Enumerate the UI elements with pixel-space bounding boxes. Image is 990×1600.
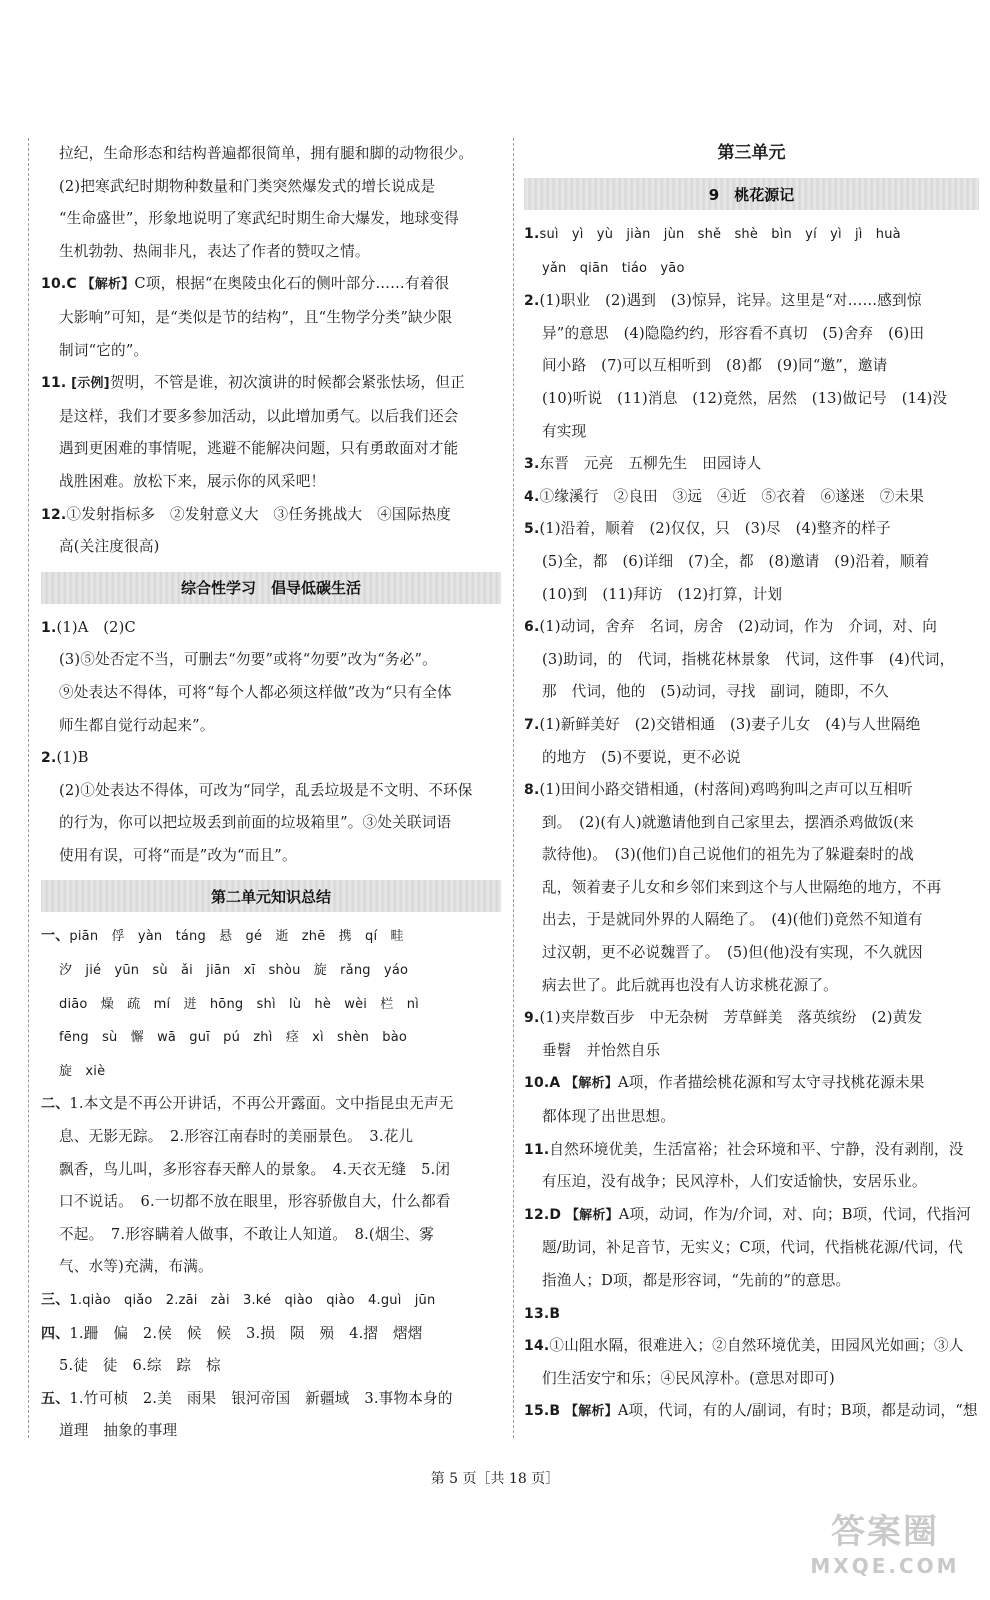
answer-text: 高(关注度很高) xyxy=(59,538,160,556)
question-number: 1. xyxy=(524,226,540,242)
answer-line xyxy=(41,531,501,564)
answer-text: 到。 (2)(有人)就邀请他到自己家里去，摆酒杀鸡做饭(来 xyxy=(542,813,914,831)
pinyin-text: 旋 xiè xyxy=(59,1063,106,1079)
watermark-logo xyxy=(800,1510,970,1590)
analysis-tag: 【解析】 xyxy=(560,1404,618,1420)
answer-line xyxy=(524,937,979,970)
answer-text: “生命盛世”，形象地说明了寒武纪时期生命大爆发，地球变得 xyxy=(59,210,459,228)
answer-text: (1)新鲜美好 (2)交错相通 (3)妻子儿女 (4)与人世隔绝 xyxy=(539,715,921,733)
answer-text: 是这样，我们才要多参加活动，以此增加勇气。以后我们还会 xyxy=(59,407,459,425)
answer-line xyxy=(524,807,979,840)
question-number: 2. xyxy=(41,750,57,767)
answer-text: 贺明，不管是谁，初次演讲的时候都会紧张怯场，但正 xyxy=(109,374,465,392)
answer-line xyxy=(41,1219,501,1252)
page-footer: 第 5 页［共 18 页］ xyxy=(430,1471,560,1487)
answer-text: (2)①处表达不得体，可改为“同学，乱丢垃圾是不文明、不环保 xyxy=(59,781,473,799)
answer-text: (3)助词，的 代词，指桃花林景象 代词，这件事 (4)代词， xyxy=(542,650,955,668)
answer-line xyxy=(524,1035,979,1068)
question-number: 15.B xyxy=(524,1403,561,1420)
answer-text: 大影响”可知，是“类似是节的结构”，且“生物学分类”缺少限 xyxy=(59,308,453,326)
answer-line xyxy=(41,203,501,236)
pinyin-text: 1.qiào qiǎo 2.zāi zài 3.ké qiào qiào 4.guì jūn xyxy=(69,1293,436,1308)
question-number: 四、 xyxy=(41,1325,70,1342)
answer-text: (1)B xyxy=(56,749,89,767)
pinyin-text: 汐 jié yūn sù ǎi jiān xī shòu 旋 rǎng yáo xyxy=(59,963,409,979)
answer-text: 题/助词，补足音节，无实义；C项，代词，代指桃花源/代词，代 xyxy=(542,1239,964,1257)
answer-text: 乱，领着妻子儿女和乡邻们来到这个与人世隔绝的地方，不再 xyxy=(542,878,942,896)
answer-text: 师生都自觉行动起来”。 xyxy=(59,716,215,734)
answer-line xyxy=(524,579,979,612)
answer-text: 东晋 元亮 五柳先生 田园诗人 xyxy=(539,455,762,473)
answer-line xyxy=(41,742,501,775)
answer-line xyxy=(524,252,979,286)
answer-text: 1.竹可桢 2.美 雨果 银河帝国 新疆域 3.事物本身的 xyxy=(69,1389,453,1407)
answer-line xyxy=(41,138,501,171)
answer-line xyxy=(524,611,979,644)
answer-line xyxy=(41,840,501,873)
answer-text: 飘香，鸟儿叫，多形容春天醉人的景象。 4.天衣无缝 5.闭 xyxy=(59,1160,451,1178)
answer-text: 那 代词，他的 (5)动词，寻找 副词，随即，不久 xyxy=(542,683,889,701)
answer-text: (5)全，都 (6)详细 (7)全，都 (8)邀请 (9)沿着，顺着 xyxy=(542,552,930,570)
right-column xyxy=(513,138,979,1438)
answer-line xyxy=(524,1166,979,1199)
answer-line xyxy=(41,954,501,988)
answer-text: 的地方 (5)不要说，更不必说 xyxy=(542,748,741,766)
answer-text: 有压迫，没有战争；民风淳朴，人们安适愉快，安居乐业。 xyxy=(542,1173,927,1191)
question-number: 12. xyxy=(41,506,67,523)
answer-text: 异”的意思 (4)隐隐约约，形容看不真切 (5)舍弃 (6)田 xyxy=(542,324,925,342)
answer-text: (3)⑤处否定不当，可删去“勿要”或将“勿要”改为“务必”。 xyxy=(59,651,437,669)
answer-line xyxy=(41,988,501,1022)
answer-line xyxy=(524,709,979,742)
question-number: 3. xyxy=(524,456,540,473)
answer-text: 不起。 7.形容瞒着人做事，不敢让人知道。 8.(烟尘、雾 xyxy=(59,1225,434,1243)
pinyin-text: piān 俘 yàn táng 悬 gé 逝 zhē 携 qí 畦 xyxy=(69,929,404,945)
answer-line xyxy=(41,171,501,204)
question-number: 2. xyxy=(524,293,540,310)
answer-text: ①山阻水隔，很难进入；②自然环境优美，田园风光如画；③人 xyxy=(549,1337,964,1355)
answer-line xyxy=(41,433,501,466)
question-number: 10.A xyxy=(524,1075,561,1092)
question-number: 14. xyxy=(524,1338,550,1355)
question-number: 8. xyxy=(524,782,540,799)
answer-text: 遇到更困难的事情呢，逃避不能解决问题，只有勇敢面对才能 xyxy=(59,440,459,458)
question-number: 5. xyxy=(524,521,540,538)
answer-line xyxy=(524,1265,979,1298)
answer-text: (1)田间小路交错相通，(村落间)鸡鸣狗叫之声可以互相听 xyxy=(539,781,913,799)
question-number: 二、 xyxy=(41,1096,70,1113)
answer-line xyxy=(41,1383,501,1416)
answer-line xyxy=(41,268,501,302)
question-number: 11. xyxy=(41,375,67,392)
answer-line xyxy=(524,1101,979,1134)
answer-text: 气、水等)充满，布满。 xyxy=(59,1258,213,1276)
answer-line xyxy=(524,1330,979,1363)
answer-line xyxy=(41,710,501,743)
answer-line xyxy=(41,612,501,645)
question-number: 12.D xyxy=(524,1206,562,1223)
answer-line xyxy=(41,1088,501,1121)
section-heading: 第二单元知识总结 xyxy=(41,880,501,912)
answer-line xyxy=(524,839,979,872)
answer-line xyxy=(524,774,979,807)
answer-text: A项，作者描绘桃花源和写太守寻找桃花源未果 xyxy=(617,1074,925,1092)
answer-line xyxy=(524,1002,979,1035)
answer-line xyxy=(524,416,979,449)
answer-line xyxy=(524,970,979,1003)
watermark-top: 答案圈 xyxy=(831,1512,939,1552)
answer-line xyxy=(41,367,501,401)
answer-text: 口不说话。 6.一切都不放在眼里，形容骄傲自大，什么都看 xyxy=(59,1193,451,1211)
answer-line xyxy=(524,383,979,416)
answer-text: (1)动词，舍弃 名词，房舍 (2)动词，作为 介词，对、向 xyxy=(539,618,938,636)
answer-text: 指渔人；D项，都是形容词，“先前的”的意思。 xyxy=(542,1272,851,1289)
answer-line xyxy=(524,676,979,709)
answer-text: 间小路 (7)可以互相听到 (8)都 (9)同“邀”，邀请 xyxy=(542,357,888,375)
pinyin-text: fēng sù 懈 wā guī pú zhì 痉 xì shèn bào xyxy=(59,1030,408,1046)
answer-line xyxy=(524,318,979,351)
section-heading: 9 桃花源记 xyxy=(524,178,979,210)
question-number: 一、 xyxy=(41,928,70,945)
section-heading: 综合性学习 倡导低碳生活 xyxy=(41,572,501,604)
answer-line xyxy=(41,1251,501,1284)
answer-line xyxy=(524,513,979,546)
analysis-tag: [示例] xyxy=(66,376,110,392)
answer-line xyxy=(524,1298,979,1331)
answer-text: 制词“它的”。 xyxy=(59,341,149,359)
answer-line xyxy=(524,350,979,383)
answer-line xyxy=(41,1350,501,1383)
unit-title: 第三单元 xyxy=(717,143,786,163)
question-number: 13.B xyxy=(524,1305,561,1322)
answer-text: 使用有误，可将“而是”改为“而且”。 xyxy=(59,846,297,864)
answer-text: (10)听说 (11)消息 (12)竟然，居然 (13)做记号 (14)没 xyxy=(542,389,948,407)
answer-line xyxy=(41,302,501,335)
question-number: 1. xyxy=(41,619,57,636)
answer-text: 病去世了。此后就再也没有人访求桃花源了。 xyxy=(542,976,838,994)
answer-line xyxy=(41,1055,501,1089)
answer-line xyxy=(41,1415,501,1448)
answer-line xyxy=(41,1318,501,1351)
answer-text: (10)到 (11)拜访 (12)打算，计划 xyxy=(542,585,783,603)
answer-line xyxy=(41,644,501,677)
answer-line xyxy=(524,1363,979,1396)
question-number: 6. xyxy=(524,619,540,636)
answer-text: 1.本文是不再公开讲话，不再公开露面。文中指昆虫无声无 xyxy=(69,1095,454,1113)
answer-line xyxy=(524,644,979,677)
answer-text: A项，代词，有的人/副词，有时；B项，都是动词，“想 xyxy=(617,1402,978,1420)
answer-text: 出去，于是就同外界的人隔绝了。 (4)(他们)竟然不知道有 xyxy=(542,911,923,929)
answer-line xyxy=(524,1134,979,1167)
answer-line xyxy=(41,920,501,954)
analysis-tag: 【解析】 xyxy=(560,1076,618,1092)
answer-line xyxy=(41,807,501,840)
answer-line xyxy=(41,1284,501,1318)
answer-text: 自然环境优美，生活富裕；社会环境和平、宁静，没有剥削，没 xyxy=(549,1140,964,1158)
answer-text: (1)夹岸数百步 中无杂树 芳草鲜美 落英缤纷 (2)黄发 xyxy=(539,1009,923,1027)
answer-text: A项，动词，作为/介词，对、向；B项，代词，代指河 xyxy=(618,1205,972,1223)
question-number: 10.C xyxy=(41,276,77,293)
answer-text: ①缘溪行 ②良田 ③远 ④近 ⑤衣着 ⑥遂迷 ⑦未果 xyxy=(539,487,925,505)
answer-text: (1)A (2)C xyxy=(56,618,136,636)
answer-line xyxy=(524,904,979,937)
answer-text: 款待他)。 (3)(他们)自己说他们的祖先为了躲避秦时的战 xyxy=(542,846,914,864)
answer-text: 们生活安宁和乐；④民风淳朴。(意思对即可) xyxy=(542,1369,835,1387)
answer-line xyxy=(524,285,979,318)
answer-line xyxy=(41,236,501,269)
question-number: 9. xyxy=(524,1010,540,1027)
answer-line xyxy=(41,677,501,710)
answer-line xyxy=(524,1199,979,1233)
answer-line xyxy=(524,1067,979,1101)
question-number: 4. xyxy=(524,488,540,505)
pinyin-text: yǎn qiān tiáo yāo xyxy=(542,260,685,276)
pinyin-text: suì yì yù jiàn jùn shě shè bìn yí yì jì huà xyxy=(539,227,901,242)
answer-line xyxy=(524,1232,979,1265)
answer-line xyxy=(41,1121,501,1154)
answer-text: ⑨处表达不得体，可将“每个人都必须这样做”改为“只有全体 xyxy=(59,683,452,701)
question-number: 11. xyxy=(524,1141,550,1158)
answer-text: 垂髫 并怡然自乐 xyxy=(542,1041,661,1059)
answer-line xyxy=(524,481,979,514)
answer-line xyxy=(41,775,501,808)
answer-line xyxy=(41,1186,501,1219)
answer-text: 生机勃勃、热闹非凡，表达了作者的赞叹之情。 xyxy=(59,242,370,260)
answer-text: 5.徒 徒 6.综 踪 棕 xyxy=(59,1357,221,1375)
answer-line xyxy=(524,448,979,481)
answer-text: 过汉朝，更不必说魏晋了。 (5)但(他)没有实现，不久就因 xyxy=(542,944,923,962)
answer-text: 的行为，你可以把垃圾丢到前面的垃圾箱里”。③处关联词语 xyxy=(59,814,452,832)
answer-line xyxy=(41,401,501,434)
answer-line xyxy=(524,218,979,252)
answer-line xyxy=(41,335,501,368)
question-number: 五、 xyxy=(41,1390,70,1407)
answer-text: 1.跚 偏 2.侯 候 候 3.损 陨 殒 4.摺 熠熠 xyxy=(69,1324,423,1342)
watermark-bottom: MXQE.COM xyxy=(810,1554,960,1578)
answer-text: (1)职业 (2)遇到 (3)惊异，诧异。这里是“对……感到惊 xyxy=(539,292,922,310)
answer-line xyxy=(41,499,501,532)
answer-line xyxy=(41,1021,501,1055)
answer-text: (1)沿着，顺着 (2)仅仅，只 (3)尽 (4)整齐的样子 xyxy=(539,520,891,538)
answer-text: 都体现了出世思想。 xyxy=(542,1108,676,1126)
answer-text: 有实现 xyxy=(542,422,587,440)
answer-text: 战胜困难。放松下来，展示你的风采吧！ xyxy=(59,472,326,490)
answer-text: C项，根据“在奥陵虫化石的侧叶部分……有着很 xyxy=(134,275,450,293)
answer-line xyxy=(524,1395,979,1429)
answer-line xyxy=(524,546,979,579)
answer-line xyxy=(524,742,979,775)
answer-line xyxy=(41,466,501,499)
answer-text: (2)把寒武纪时期物种数量和门类突然爆发式的增长说成是 xyxy=(59,177,436,195)
answer-text: ①发射指标多 ②发射意义大 ③任务挑战大 ④国际热度 xyxy=(66,505,452,523)
answer-text: 道理 抽象的事理 xyxy=(59,1422,178,1440)
pinyin-text: diāo 燥 疏 mí 迸 hōng shì lù hè wèi 栏 nì xyxy=(59,996,419,1012)
question-number: 三、 xyxy=(41,1292,70,1308)
analysis-tag: 【解析】 xyxy=(561,1207,619,1223)
answer-text: 拉纪，生命形态和结构普遍都很简单，拥有腿和脚的动物很少。 xyxy=(59,145,474,162)
question-number: 7. xyxy=(524,716,540,733)
answer-line xyxy=(524,872,979,905)
answer-line xyxy=(41,1154,501,1187)
analysis-tag: 【解析】 xyxy=(76,277,135,293)
left-column xyxy=(28,138,501,1438)
answer-text: 息、无影无踪。 2.形容江南春时的美丽景色。 3.花儿 xyxy=(59,1128,414,1146)
